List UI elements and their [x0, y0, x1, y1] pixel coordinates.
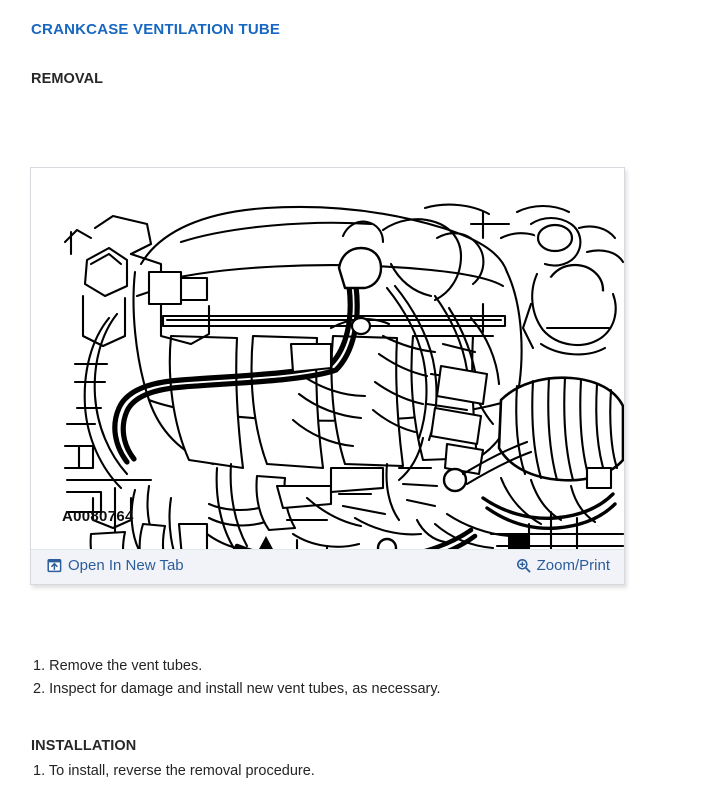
removal-steps-list	[33, 655, 441, 701]
zoom-print-label: Zoom/Print	[536, 557, 610, 574]
open-in-new-tab-label: Open In New Tab	[68, 557, 184, 574]
magnifier-plus-icon	[516, 558, 531, 573]
open-in-new-tab-button[interactable]	[47, 557, 184, 574]
figure-code: A0080764	[62, 508, 134, 525]
figure-card	[30, 167, 625, 585]
figure-image-area[interactable]	[31, 168, 624, 550]
list-item: 2. Inspect for damage and install new vent tubes, as necessary.	[33, 681, 441, 697]
list-item: 1. Remove the vent tubes.	[33, 658, 203, 674]
open-in-new-tab-icon	[47, 558, 62, 573]
page-title: CRANKCASE VENTILATION TUBE	[31, 21, 281, 38]
installation-heading: INSTALLATION	[31, 738, 137, 754]
list-item: 1. To install, reverse the removal procedure.	[33, 763, 315, 779]
figure-toolbar	[31, 549, 624, 584]
removal-heading: REMOVAL	[31, 71, 104, 87]
engine-diagram	[31, 168, 624, 550]
annotation-arrow-up	[243, 536, 289, 550]
installation-steps-list	[33, 760, 315, 783]
zoom-print-button[interactable]	[516, 557, 610, 574]
